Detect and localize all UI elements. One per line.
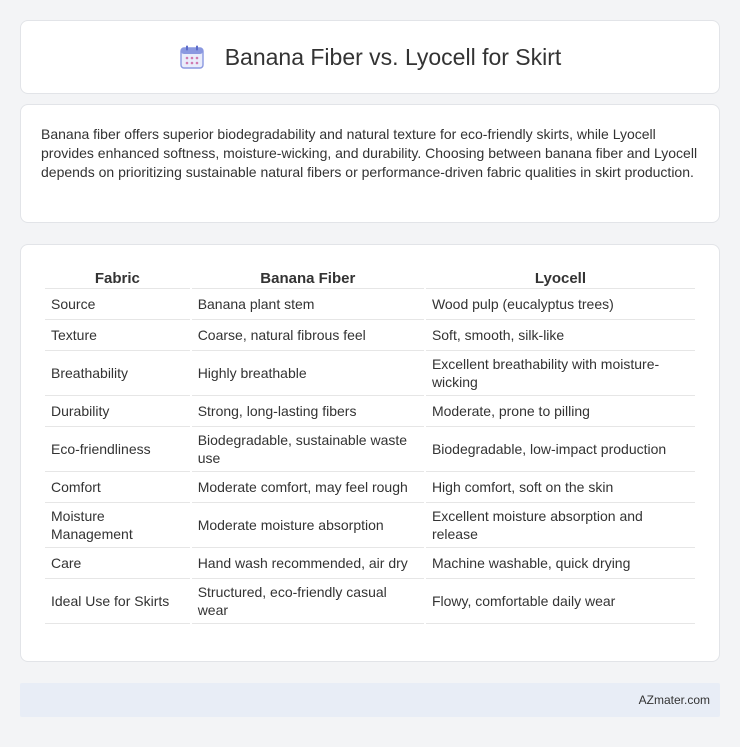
calendar-icon xyxy=(179,44,205,70)
page-title: Banana Fiber vs. Lyocell for Skirt xyxy=(224,43,562,70)
banana-fiber-cell: Structured, eco-friendly casual wear xyxy=(192,579,424,624)
row-label: Source xyxy=(45,289,190,320)
lyocell-cell: Wood pulp (eucalyptus trees) xyxy=(426,289,695,320)
lyocell-cell: Excellent moisture absorption and release xyxy=(426,503,695,548)
intro-card xyxy=(20,104,720,223)
table-row xyxy=(45,579,695,624)
banana-fiber-cell: Hand wash recommended, air dry xyxy=(192,548,424,579)
row-label: Care xyxy=(45,548,190,579)
lyocell-cell: High comfort, soft on the skin xyxy=(426,472,695,503)
table-row xyxy=(45,548,695,579)
lyocell-cell: Soft, smooth, silk-like xyxy=(426,320,695,351)
table-row xyxy=(45,289,695,320)
footer-text: AZmater.com xyxy=(638,693,710,707)
table-row xyxy=(45,351,695,396)
header-card xyxy=(20,20,720,94)
header xyxy=(21,21,719,93)
row-label: Ideal Use for Skirts xyxy=(45,579,190,624)
table-row xyxy=(45,503,695,548)
lyocell-cell: Moderate, prone to pilling xyxy=(426,396,695,427)
banana-fiber-cell: Strong, long-lasting fibers xyxy=(192,396,424,427)
column-header-fabric: Fabric xyxy=(45,265,190,289)
lyocell-cell: Excellent breathability with moisture-wicking xyxy=(426,351,695,396)
intro-text: Banana fiber offers superior biodegradability and natural texture for eco-friendly skirts, while Lyocell provides enhanced softness, moisture-wicking, and durability. Choosing between banana fiber and Lyocell depends on prioritizing sustainable natural fibers or performance-driven fabric qualities in skirt production. xyxy=(41,126,698,180)
banana-fiber-cell: Banana plant stem xyxy=(192,289,424,320)
banana-fiber-cell: Moderate comfort, may feel rough xyxy=(192,472,424,503)
table-row xyxy=(45,472,695,503)
banana-fiber-cell: Biodegradable, sustainable waste use xyxy=(192,427,424,472)
row-label: Comfort xyxy=(45,472,190,503)
row-label: Eco-friendliness xyxy=(45,427,190,472)
table-header-row xyxy=(45,265,695,289)
lyocell-cell: Machine washable, quick drying xyxy=(426,548,695,579)
banana-fiber-cell: Moderate moisture absorption xyxy=(192,503,424,548)
row-label: Breathability xyxy=(45,351,190,396)
column-header-banana-fiber: Banana Fiber xyxy=(192,265,424,289)
lyocell-cell: Flowy, comfortable daily wear xyxy=(426,579,695,624)
table-row xyxy=(45,396,695,427)
table-card xyxy=(20,244,720,662)
comparison-table xyxy=(43,265,697,624)
banana-fiber-cell: Coarse, natural fibrous feel xyxy=(192,320,424,351)
row-label: Durability xyxy=(45,396,190,427)
lyocell-cell: Biodegradable, low-impact production xyxy=(426,427,695,472)
footer xyxy=(20,683,720,717)
row-label: Texture xyxy=(45,320,190,351)
table-row xyxy=(45,320,695,351)
banana-fiber-cell: Highly breathable xyxy=(192,351,424,396)
table-row xyxy=(45,427,695,472)
row-label: Moisture Management xyxy=(45,503,190,548)
column-header-lyocell: Lyocell xyxy=(426,265,695,289)
